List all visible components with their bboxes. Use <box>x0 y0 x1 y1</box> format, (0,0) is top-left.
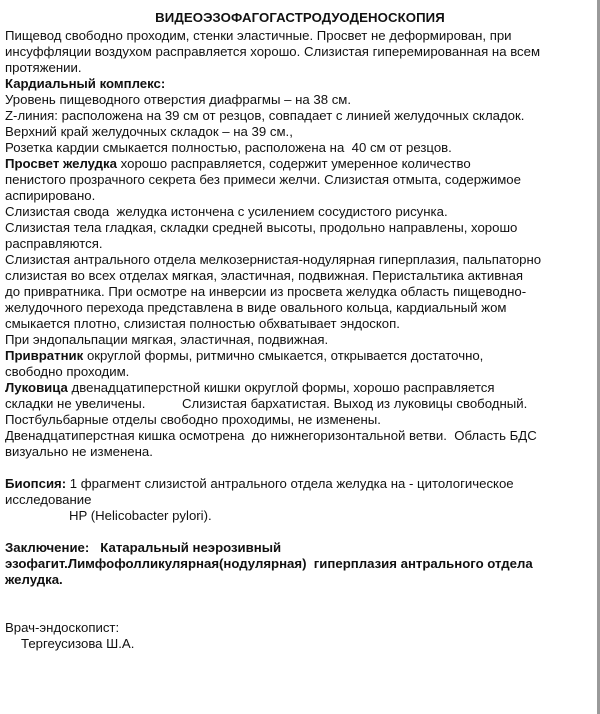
biopsy-first-rest: 1 фрагмент слизистой антрального отдела желудка на - цитологическое <box>66 476 514 491</box>
conclusion-line: Заключение: Катаральный неэрозивный <box>5 540 282 555</box>
signature-role: Врач-эндоскопист: <box>5 620 120 635</box>
esophagus-line: протяжении. <box>5 60 82 75</box>
stomach-line: При эндопальпации мягкая, эластичная, подвижная. <box>5 332 329 347</box>
cardia-line: Z-линия: расположена на 39 см от резцов, совпадает с линией желудочных складок. <box>5 108 525 123</box>
biopsy-line: исследование <box>5 492 92 507</box>
stomach-heading: Просвет желудка <box>5 156 117 171</box>
cardia-line: Уровень пищеводного отверстия диафрагмы – на 38 см. <box>5 92 352 107</box>
biopsy-hp: HP (Helicobacter pylori). <box>69 508 212 523</box>
bulb-line: Постбульбарные отделы свободно проходимы, не изменены. <box>5 412 381 427</box>
cardia-line: Верхний край желудочных складок – на 39 см., <box>5 124 293 139</box>
biopsy-heading: Биопсия: <box>5 476 67 491</box>
stomach-line: желудочного перехода представлена в виде овального кольца, кардиальный жом <box>5 300 507 315</box>
esophagus-section <box>5 28 597 76</box>
bulb-heading: Луковица <box>5 380 68 395</box>
signature-name: Тергеусизова Ш.А. <box>21 636 135 651</box>
biopsy-first-line <box>5 476 597 492</box>
bulb-line: Двенадцатиперстная кишка осмотрена до нижнегоризонтальной ветви. Область БДС <box>5 428 537 443</box>
bulb-first-line <box>5 380 597 396</box>
pylorus-heading: Привратник <box>5 348 84 363</box>
stomach-line: аспирировано. <box>5 188 96 203</box>
bulb-first-rest: двенадцатиперстной кишки округлой формы, хорошо расправляется <box>67 380 495 395</box>
esophagus-line: Пищевод свободно проходим, стенки эластичные. Просвет не деформирован, при <box>5 28 512 43</box>
biopsy-section <box>5 476 597 524</box>
cardia-section <box>5 76 597 156</box>
conclusion-line: желудка. <box>5 572 63 587</box>
report-body <box>5 28 597 652</box>
stomach-line: пенистого прозрачного секрета без примеси желчи. Слизистая отмыта, содержимое <box>5 172 521 187</box>
stomach-line: Слизистая антрального отдела мелкозернистая-нодулярная гиперплазия, пальпаторно <box>5 252 542 267</box>
cardia-heading: Кардиальный комплекс: <box>5 76 166 91</box>
pylorus-line: свободно проходим. <box>5 364 130 379</box>
conclusion-section <box>5 540 597 588</box>
stomach-line: смыкается плотно, слизистая полностью обхватывает эндоскоп. <box>5 316 400 331</box>
stomach-section <box>5 156 597 348</box>
esophagus-line: инсуффляции воздухом расправляется хорошо. Слизистая гиперемированная на всем <box>5 44 541 59</box>
stomach-line: Слизистая свода желудка истончена с усилением сосудистого рисунка. <box>5 204 448 219</box>
conclusion-line: эзофагит.Лимфофолликулярная(нодулярная) гиперплазия антрального отдела <box>5 556 533 571</box>
pylorus-section <box>5 348 597 380</box>
stomach-line: слизистая во всех отделах мягкая, эластичная, подвижная. Перистальтика активная <box>5 268 524 283</box>
bulb-section <box>5 380 597 460</box>
stomach-first-line <box>5 156 597 172</box>
stomach-line: расправляются. <box>5 236 103 251</box>
bulb-line: визуально не изменена. <box>5 444 153 459</box>
spacer <box>5 524 597 540</box>
report-title: ВИДЕОЭЗОФАГОГАСТРОДУОДЕНОСКОПИЯ <box>155 10 445 25</box>
pylorus-first-line <box>5 348 597 364</box>
spacer <box>5 460 597 476</box>
stomach-first-rest: хорошо расправляется, содержит умеренное количество <box>117 156 471 171</box>
stomach-line: до привратника. При осмотре на инверсии из просвета желудка область пищеводно- <box>5 284 527 299</box>
pylorus-first-rest: округлой формы, ритмично смыкается, открывается достаточно, <box>83 348 484 363</box>
spacer <box>5 604 597 620</box>
stomach-line: Слизистая тела гладкая, складки средней высоты, продольно направлены, хорошо <box>5 220 518 235</box>
spacer <box>5 588 597 604</box>
bulb-line: складки не увеличены. Слизистая бархатистая. Выход из луковицы свободный. <box>5 396 528 411</box>
cardia-line: Розетка кардии смыкается полностью, расположена на 40 см от резцов. <box>5 140 452 155</box>
signature-section <box>5 620 597 652</box>
